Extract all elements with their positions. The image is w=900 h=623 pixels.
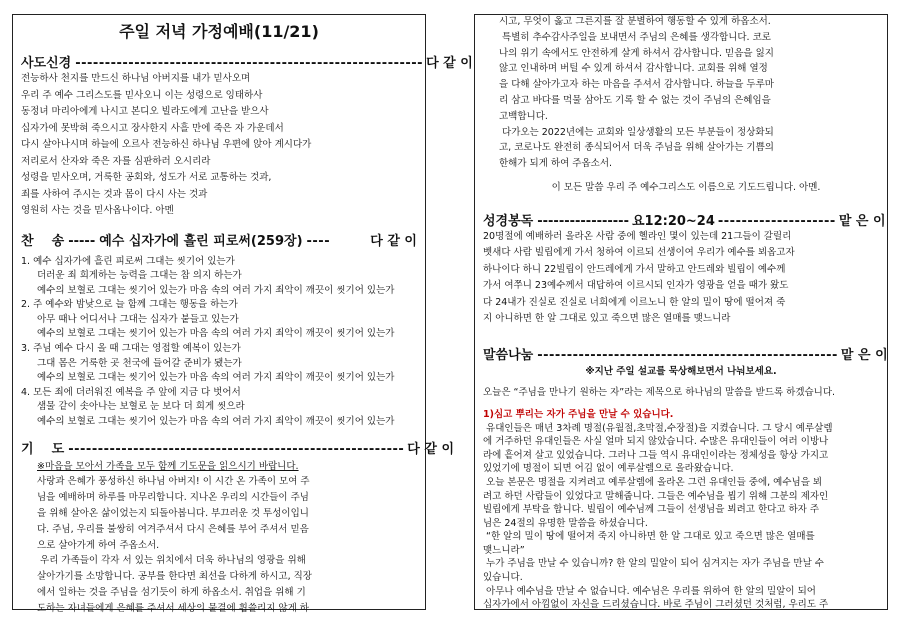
- hymn-lyrics: [13, 255, 425, 430]
- sharing-line: 에 거주하던 유대인들은 사실 얼마 되지 않았습니다. 수많은 유대인들이 여러 이방나: [483, 436, 829, 448]
- creed-heading: [13, 52, 473, 71]
- creed-line: 동정녀 마리아에게 나시고 본디오 빌라도에게 고난을 받으사: [21, 106, 269, 117]
- creed-text: [13, 71, 425, 220]
- sharing-line: 누가 주님을 만날 수 있습니까? 한 알의 밀알이 되어 심겨지는 자가 주님을 만날 수: [483, 558, 824, 570]
- reading-heading: [475, 210, 887, 229]
- hymn-line: 2. 주 예수와 밤낮으로 늘 함께 그대는 행동을 하는가: [21, 299, 238, 311]
- creed-line: 전능하사 천지를 만드신 하나님 아버지를 내가 믿사오며: [21, 73, 251, 84]
- creed-line: 죄를 사하여 주시는 것과 몸이 다시 사는 것과: [21, 188, 208, 200]
- reading-heading-label: 성경봉독: [483, 213, 534, 229]
- reading-line: 가서 여쭈니 23예수께서 대답하여 이르시되 인자가 영광을 얻을 때가 왔도: [483, 280, 789, 292]
- prayer-line: 다가오는 2022년에는 교회와 일상생활의 모든 부분들이 정상화되: [499, 126, 774, 138]
- sharing-intro: 오늘은 “주님을 만나기 원하는 자”라는 제목으로 하나님의 말씀을 받드록 하겠습니다.: [483, 387, 836, 399]
- hymn-line: 더러운 죄 희게하는 능력을 그대는 참 의지 하는가: [37, 270, 242, 282]
- sharing-heading-role: 맡 은 이: [840, 347, 888, 363]
- prayer-line: 도하는 자녀들에게 은혜를 주셔서 세상의 물결에 휩쓸리지 않게 하: [37, 602, 309, 614]
- creed-line: 우리 주 예수 그리스도를 믿사오니 이는 성령으로 잉태하사: [21, 89, 263, 101]
- reading-line: 20명절에 예배하러 올라온 사람 중에 헬라인 몇이 있는데 21그들이 갈릴리: [483, 230, 792, 242]
- hymn-line: 예수의 보혈로 그대는 씻기어 있는가 마음 속의 여러 가지 죄악이 깨끗이 씻기어 있는가: [37, 328, 395, 340]
- creed-line: 성령을 믿사오며, 거룩한 공회와, 성도가 서로 교통하는 것과,: [21, 172, 272, 183]
- prayer-closing: 이 모든 말씀 우리 주 예수그리스도 이름으로 기도드립니다. 아멘.: [551, 181, 821, 193]
- sharing-heading-dashes: ---------------------------------------------------: [537, 347, 838, 363]
- hymn-line: 그대 몸은 거룩한 곳 천국에 들어갈 준비가 됐는가: [37, 357, 242, 369]
- prayer-line: 특별히 추수감사주일을 보내면서 주님의 은혜를 생각합니다. 코로: [499, 31, 771, 43]
- sharing-line: 라에 흩어져 살고 있었습니다. 그러나 그들 역시 유대인이라는 정체성을 항상 가지고: [483, 449, 829, 461]
- prayer-line: 을 위해 살아온 삶이었는지 되돌아봅니다. 부끄러운 것 투성이입니: [37, 508, 309, 520]
- prayer-heading-label: 기 도: [21, 441, 65, 457]
- prayer-line: 살아가기를 소망합니다. 공부를 한다면 최선을 다하게 하시고, 직장: [37, 571, 312, 583]
- sharing-line: 님은 24절의 유명한 말씀을 하셨습니다.: [483, 517, 648, 529]
- hymn-heading-role: 다 같 이: [370, 233, 417, 249]
- hymn-heading: [13, 230, 425, 249]
- sharing-subtitle: ※지난 주일 설교를 묵상해보면서 나눠보세요.: [585, 365, 777, 377]
- hymn-line: 샘물 같이 솟아나는 보혈로 눈 보다 더 희게 씻으라: [37, 401, 245, 413]
- reading-line: 다 24내가 진실로 진실로 너희에게 이르노니 한 알의 밀이 땅에 떨어져 죽: [483, 296, 786, 308]
- sharing-line: 있습니다.: [483, 572, 523, 584]
- prayer-line: 을 다해 살아가고자 하는 마음을 주셔서 감사합니다. 하늘을 두루마: [499, 79, 774, 91]
- prayer-line: 시고, 무엇이 옳고 그른지를 잘 분별하여 행동할 수 있게 하옵소서.: [499, 16, 771, 27]
- prayer-heading-dashes: ---------------------------------------------------------: [68, 441, 405, 457]
- sharing-line: 맺느니라”: [483, 544, 525, 556]
- reading-text: [475, 229, 887, 328]
- hymn-heading-dashes-2: ----: [306, 233, 331, 249]
- prayer-line: 고, 코로나도 완전히 종식되어서 더욱 주님을 위해 살아가는 기쁨의: [499, 142, 774, 154]
- hymn-line: 예수의 보혈로 그대는 씻기어 있는가 마음 속의 여러 가지 죄악이 깨끗이 씻기어 있는가: [37, 372, 395, 384]
- hymn-line: 1. 예수 십자가에 흘린 피로써 그대는 씻기어 있는가: [21, 255, 235, 267]
- prayer-line: 한해가 되게 하여 주옵소서.: [499, 158, 613, 170]
- sharing-line: 십자가에서 아낌없이 자신을 드리셨습니다. 바로 주님이 그러셨던 것처럼, 우리도 주: [483, 599, 829, 611]
- prayer-instruction: ※마음을 모아서 가족을 모두 함께 기도문을 읽으시기 바랍니다.: [37, 460, 299, 472]
- reading-heading-role: 맡 은 이: [838, 213, 886, 229]
- reading-line: 하나이다 하니 22빌립이 안드레에게 가서 말하고 안드레와 빌립이 예수께: [483, 263, 786, 275]
- reading-heading-dashes-2: --------------------: [717, 213, 836, 229]
- prayer-line: 우리 가족들이 각자 서 있는 위치에서 더욱 하나님의 영광을 위해: [37, 555, 306, 567]
- sharing-line: 려고 하던 사람들이 있었다고 말해줍니다. 그들은 예수님을 뵙기 위해 그분의 제자인: [483, 490, 829, 502]
- creed-heading-dashes: -----------------------------------------------------------: [75, 56, 424, 71]
- sharing-line: 아무나 예수님을 만날 수 없습니다. 예수님은 우리를 위하여 한 알의 밀알이 되어: [483, 585, 816, 597]
- hymn-heading-label: 찬 송: [21, 233, 65, 249]
- creed-line: 저리로서 산자와 죽은 자를 심판하러 오시리라: [21, 155, 211, 167]
- sharing-line: 오늘 본문은 명절을 지켜려고 예루살렘에 올라온 그런 유대인들 중에, 예수님을 뵈: [483, 476, 823, 488]
- reading-reference: 요12:20~24: [631, 213, 715, 229]
- hymn-heading-dashes: -----: [68, 233, 96, 249]
- prayer-text: [13, 459, 425, 617]
- prayer-heading-role: 다 같 이: [407, 441, 455, 457]
- prayer-continued: [475, 14, 887, 196]
- right-page: [474, 14, 888, 610]
- prayer-line: 으로 살아가게 하여 주옵소서.: [37, 539, 160, 551]
- prayer-line: 나의 위기 속에서도 안전하게 살게 하셔서 감사합니다. 믿음을 잃지: [499, 47, 774, 59]
- hymn-line: 3. 주님 예수 다시 올 때 그대는 영접할 예복이 있는가: [21, 343, 241, 355]
- creed-line: 영원히 사는 것을 믿사옵나이다. 아멘: [21, 205, 174, 216]
- reading-heading-dashes: -----------------: [537, 213, 629, 229]
- prayer-line: 고백합니다.: [499, 110, 548, 122]
- hymn-line: 예수의 보혈로 그대는 씻기어 있는가 마음 속의 여러 가지 죄악이 깨끗이 씻기어 있는가: [37, 284, 395, 296]
- sharing-line: 빌립에게 부탁을 합니다. 빌립이 예수님께 그들이 선생님을 뵈려고 한다고 하자 주: [483, 504, 820, 516]
- prayer-line: 않고 인내하며 버틸 수 있게 하셔서 감사합니다. 교회를 위해 열정: [499, 63, 768, 75]
- reading-line: 지 아니하면 한 알 그대로 있고 죽으면 많은 열매를 맺느니라: [483, 313, 731, 325]
- prayer-line: 님을 예배하며 하루를 마무리합니다. 지나온 우리의 시간들이 주님: [37, 492, 309, 504]
- creed-heading-role: 다 같 이: [426, 56, 473, 71]
- prayer-line: 에서 일하는 것을 주님을 섬기듯이 하게 하옵소서. 취업을 위해 기: [37, 587, 306, 598]
- hymn-line: 4. 모든 죄에 더러워진 예복을 주 앞에 지금 다 벗어서: [21, 386, 241, 398]
- left-page: [12, 14, 473, 614]
- prayer-line: 리 삼고 바다를 먹물 삼아도 기록 할 수 없는 것이 주님의 은혜임을: [499, 94, 771, 106]
- prayer-heading: [13, 438, 455, 457]
- hymn-line: 예수의 보혈로 그대는 씻기어 있는가 마음 속의 여러 가지 죄악이 깨끗이 씻기어 있는가: [37, 416, 395, 428]
- sharing-heading: [475, 344, 887, 363]
- sharing-text: [475, 422, 887, 612]
- creed-heading-label: 사도신경: [21, 56, 72, 71]
- sharing-point-heading: 1)심고 뿌리는 자가 주님을 만날 수 있습니다.: [483, 408, 674, 420]
- page-title: 주일 저녁 가정예배(11/21): [119, 22, 319, 41]
- prayer-line: 다. 주님, 우리를 불쌍히 여겨주셔서 다시 은혜를 부어 주셔서 믿음: [37, 523, 309, 535]
- reading-line: 벳새다 사람 빌립에게 가서 청하여 이르되 선생이여 우리가 예수를 뵈옵고자: [483, 247, 795, 259]
- sharing-heading-label: 말씀나눔: [483, 347, 534, 363]
- hymn-title: 예수 십자가에 흘린 피로써(259장): [99, 233, 303, 249]
- creed-line: 다시 살아나시며 하늘에 오르사 전능하신 하나님 우편에 앉아 계시다가: [21, 139, 312, 150]
- sharing-line: “한 알의 밀이 땅에 떨어져 죽지 아니하면 한 알 그대로 있고 죽으면 많은 열매를: [483, 531, 815, 543]
- creed-line: 십자가에 못박혀 죽으시고 장사한지 사흘 만에 죽은 자 가운데서: [21, 122, 284, 134]
- sharing-line: 유대인들은 매년 3차례 명절(유월절,초막절,수장절)을 지켰습니다. 그 당시 예루살렘: [483, 422, 833, 434]
- prayer-line: 사랑과 은혜가 풍성하신 하나님 아버지! 이 시간 온 가족이 모여 주: [37, 476, 310, 488]
- sharing-line: 있었기에 명절이 되면 어김 없이 예루살렘으로 올라왔습니다.: [483, 463, 734, 475]
- hymn-line: 아무 때나 어디서나 그대는 십자가 붙들고 있는가: [37, 313, 239, 325]
